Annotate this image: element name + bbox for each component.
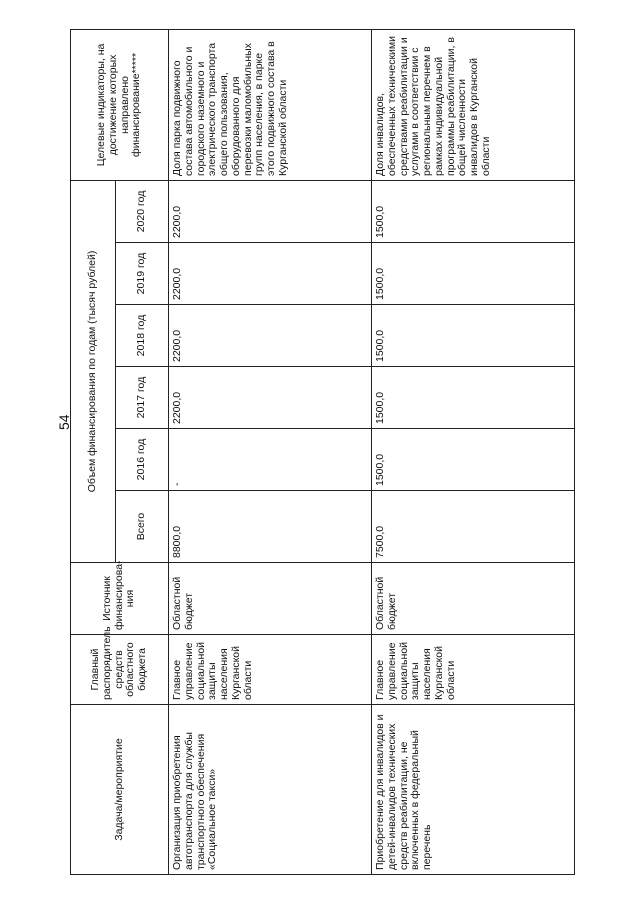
manager-cell: Главное управление социальной защиты населения Курганской области (372, 635, 575, 705)
header-funding-group: Объем финансирования по годам (тысяч рублей) (71, 180, 116, 562)
source-cell: Областной бюджет (372, 563, 575, 635)
header-2016: 2016 год (116, 429, 169, 491)
header-total: Всего (116, 491, 169, 563)
source-cell: Областной бюджет (169, 563, 372, 635)
year-2019-cell: 1500,0 (372, 243, 575, 305)
year-2019-cell: 2200,0 (169, 243, 372, 305)
year-2020-cell: 1500,0 (372, 180, 575, 242)
year-2016-cell: 1500,0 (372, 429, 575, 491)
total-cell: 7500,0 (372, 491, 575, 563)
total-cell: 8800,0 (169, 491, 372, 563)
indicator-cell: Доля парка подвижного состава автомобильного и городского наземного и электрического транспорта общего пользования, оборудованного для перевозки маломобильных групп населения, в парке этого подвижного состава в Курганской области (169, 29, 372, 180)
header-2020: 2020 год (116, 180, 169, 242)
header-source: Источник финансирова-ния (71, 563, 169, 635)
task-cell: Приобретение для инвалидов и детей-инвалидов технических средств реабилитации, не включенных в федеральный перечень (372, 705, 575, 875)
year-2017-cell: 2200,0 (169, 367, 372, 429)
year-2017-cell: 1500,0 (372, 367, 575, 429)
header-row (71, 29, 116, 874)
task-cell: Организация приобретения автотранспорта для службы транспортного обеспечения «Социальное такси» (169, 705, 372, 875)
header-2018: 2018 год (116, 305, 169, 367)
year-2018-cell: 2200,0 (169, 305, 372, 367)
header-2017: 2017 год (116, 367, 169, 429)
funding-table-rotated (70, 30, 575, 875)
header-indicators: Целевые индикаторы, на достижение которых направлено финансирование***** (71, 29, 169, 180)
year-2018-cell: 1500,0 (372, 305, 575, 367)
header-manager: Главный распорядитель средств областного бюджета (71, 635, 169, 705)
page-number: 54 (56, 414, 72, 430)
header-2019: 2019 год (116, 243, 169, 305)
header-task: Задача/мероприятие (71, 705, 169, 875)
manager-cell: Главное управление социальной защиты населения Курганской области (169, 635, 372, 705)
table-row (169, 29, 372, 874)
year-2016-cell: - (169, 429, 372, 491)
funding-table (70, 29, 575, 875)
table-row (372, 29, 575, 874)
year-2020-cell: 2200,0 (169, 180, 372, 242)
indicator-cell: Доля инвалидов, обеспеченных техническими средствами реабилитации и услугами в соответствии с региональным перечнем в рамках индивидуальной программы реабилитации, в общей численности инвалидов в Курганской области (372, 29, 575, 180)
